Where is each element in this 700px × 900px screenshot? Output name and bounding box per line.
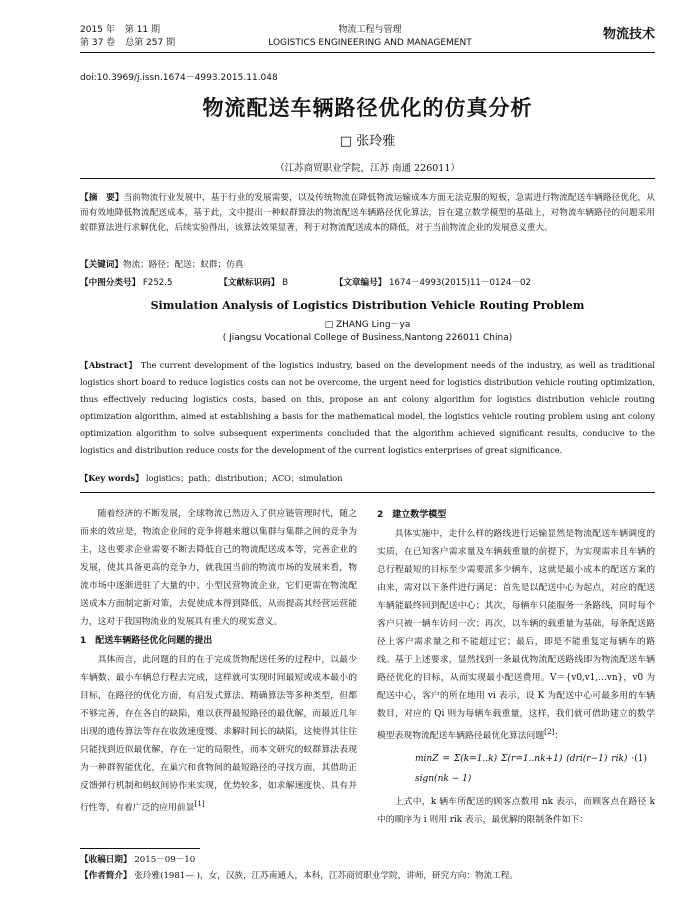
clc-label: 【中图分类号】	[80, 278, 141, 288]
doc-code-value: B	[282, 278, 288, 288]
year: 2015 年	[80, 25, 115, 35]
affiliation: （江苏商贸职业学院，江苏 南通 226011）	[275, 163, 460, 174]
abstract-top-rule	[80, 178, 655, 179]
english-title: Simulation Analysis of Logistics Distribution Vehicle Routing Problem	[150, 299, 585, 312]
abstract-cn	[80, 191, 655, 236]
abstract-en-text: The current development of the logistics industry, based on the development needs of the industry, as well as traditional logistics short board to reduce logistics costs can not be overcome, the urgent need for logistics distribution vehicle routing optimization, thus effectively reducing logistics costs, based on this, propose an ant colony algorithm for logistics distribution vehicle routing optimization algorithm, aimed at establishing a basis for the mathematical model, the logistics vehicle routing problem using ant colony optimization algorithm to solve subsequent experiments concluded that the algorithm achieved significant results, conducive to the logistics and distribution reduce costs for the development of the current logistics enterprises of great significance.	[80, 360, 655, 455]
paper-title: 物流配送车辆路径优化的仿真分析	[202, 95, 533, 120]
section-name: 物流技术	[602, 27, 655, 42]
body-right-column	[377, 505, 655, 829]
journal-name	[250, 24, 490, 50]
equation-1-body: minZ = Σ(k=1..k) Σ(r=1..nk+1) (dri(r−1) rik) · sign(nk − 1)	[415, 753, 635, 784]
section-1-paragraph	[80, 651, 357, 817]
equation-1	[377, 745, 655, 793]
keywords-en	[80, 473, 655, 484]
keywords-en-label: 【Key words】	[80, 473, 144, 483]
received-label: 【收稿日期】	[80, 855, 132, 865]
volume: 第 37 卷	[80, 38, 116, 48]
citation-1: [1]	[194, 799, 205, 808]
abstract-en	[80, 357, 655, 459]
author-bio-value: 张玲雅(1981— )，女，汉族，江苏南通人，本科，江苏商贸职业学院，讲师，研究方向：物流工程。	[134, 871, 518, 881]
doc-code-label: 【文献标识码】	[219, 278, 280, 288]
article-no-label: 【文章编号】	[334, 278, 387, 288]
section-2-heading: 2 建立数学模型	[377, 510, 447, 520]
keywords-cn-text: 物流；路径；配送；蚁群；仿真	[122, 260, 244, 270]
abstract-cn-label: 【摘 要】	[80, 193, 124, 203]
author-bio-label: 【作者简介】	[80, 871, 132, 881]
author-bio	[80, 869, 518, 881]
section-2-tail: ：	[554, 730, 564, 741]
journal-name-cn: 物流工程与管理	[338, 25, 402, 35]
issue: 第 11 期	[124, 25, 160, 35]
abstract-cn-text: 当前物流行业发展中，基于行业的发展需要，以及传统物流在降低物流运输成本方面无法克服的短板，急需进行物流配送车辆路径优化，从而有效地降低物流配送成本，基于此，文中提出一种蚁群算法的物流配送车辆路径优化算法，旨在建立数学模型的基础上，对物流车辆路径的问题采用蚁群算法进行求解优化，后续实验得出，该算法效果显著，利于对物流配送成本的降低，对于当前物流企业的发展意义重大。	[80, 193, 655, 233]
section-2-paragraph	[377, 525, 655, 745]
clc-value: F252.5	[142, 278, 173, 288]
received-value: 2015－09－10	[134, 855, 196, 865]
equation-1-number: (1)	[634, 753, 647, 764]
footnote-rule	[80, 848, 200, 849]
english-affiliation: ( Jiangsu Vocational College of Business,Nantong 226011 China)	[222, 333, 513, 343]
received-date	[80, 853, 195, 865]
total-issue: 总第 257 期	[125, 38, 176, 48]
body-left-column	[80, 505, 357, 817]
keywords-en-text: logistics；path；distribution；ACO；simulation	[145, 473, 343, 483]
section-1-heading: 1 配送车辆路径优化问题的提出	[80, 636, 213, 646]
abstract-en-label: 【Abstract】	[80, 360, 138, 370]
keywords-cn-label: 【关键词】	[80, 260, 123, 270]
after-formula-paragraph: 上式中，k 辆车所配送的顾客点数用 nk 表示，而顾客点在路径 k 中的顺序为 i 则用 rik 表示，最优解的限制条件如下：	[377, 796, 655, 825]
section-2-text: 具体实施中，走什么样的路线进行运输显然是物流配送车辆调度的实质，在已知客户需求量及车辆载重量的前提下，为实现需求且车辆的总行程最短的目标至少需要派多少辆车，这就是最小成本的配送方案的由来，需对以下条件进行满足：首先是以配送中心为起点，对应的配送车辆能最终回到配送中心；其次，每辆车只能服务一条路线，同时每个客户只被一辆车访问一次；再次，以车辆的载重量为基础，每条配送路径上客户需求量之和不能超过它；最后，即是不能重复定每辆车的路线。基于上述要求，显然找到一条最优物流配送路线即为物流配送车辆路径优化的目标，从而实现最小配送费用。V＝{v0,v1,…vn}，v0 为配送中心，客户的所在地用 vi 表示，设 K 为配送中心可最多用的车辆数目，对应的 Qi 则为每辆车载重量，这样，我们就可借助建立的数学模型表现物流配送车辆路径最优化算法问题	[377, 529, 655, 741]
issue-info	[80, 24, 185, 50]
journal-name-en: LOGISTICS ENGINEERING AND MANAGEMENT	[268, 38, 472, 48]
english-author: □ ZHANG Ling－ya	[324, 320, 411, 330]
intro-paragraph: 随着经济的不断发展，全球物流已然迈入了供应链管理时代，随之而来的效应是，物流企业间的竞争将越来越以集群与集群之间的竞争为主，这也要求企业需要不断去降低自己的物流配送成本等，完善企业的发展，使其具备更高的竞争力，就我国当前的物流市场的发展来看，物流市场中逐渐进驻了大量的中、小型民营物流企业，它们更需在物流配送成本方面制定新对策，去促使成本得到降低，从而提高其经营运营能力，这对于我国物流业的发展具有重大的现实意义。	[80, 509, 357, 627]
article-no-value: 1674－4993(2015)11－0124－02	[389, 278, 531, 288]
running-header	[80, 20, 655, 52]
keywords-cn	[80, 258, 655, 270]
author: □ 张玲雅	[339, 134, 396, 149]
section-1-text: 具体而言，此问题的目的在于完成货物配送任务的过程中，以最少车辆数、最小车辆总行程去完成，这样就可实现时间最短或成本最小的目标，在路径的优化方面，有启发式算法、精确算法等多种类型，但都不够完善，存在各自的缺陷，难以获得最短路径的最优解，而最近几年出现的遗传算法等存在收敛速度慢、求解时间长的缺陷，这使得其往往只能找到近似最优解，存在一定的局限性，而本文研究的蚁群算法表现为一种群智能优化，在巢穴和食物间的最短路径的寻找方面，其借助正反馈弹行机制和蚂蚁间协作来实现，优势较多，如求解速度快、具有并行性等，有着广泛的应用前景	[80, 655, 357, 813]
doi: doi:10.3969/j.issn.1674－4993.2015.11.048	[80, 73, 278, 83]
header-rule	[80, 52, 655, 53]
classification-line	[80, 276, 655, 288]
abstract-bottom-rule	[80, 492, 655, 493]
citation-2: [2]	[544, 727, 555, 736]
